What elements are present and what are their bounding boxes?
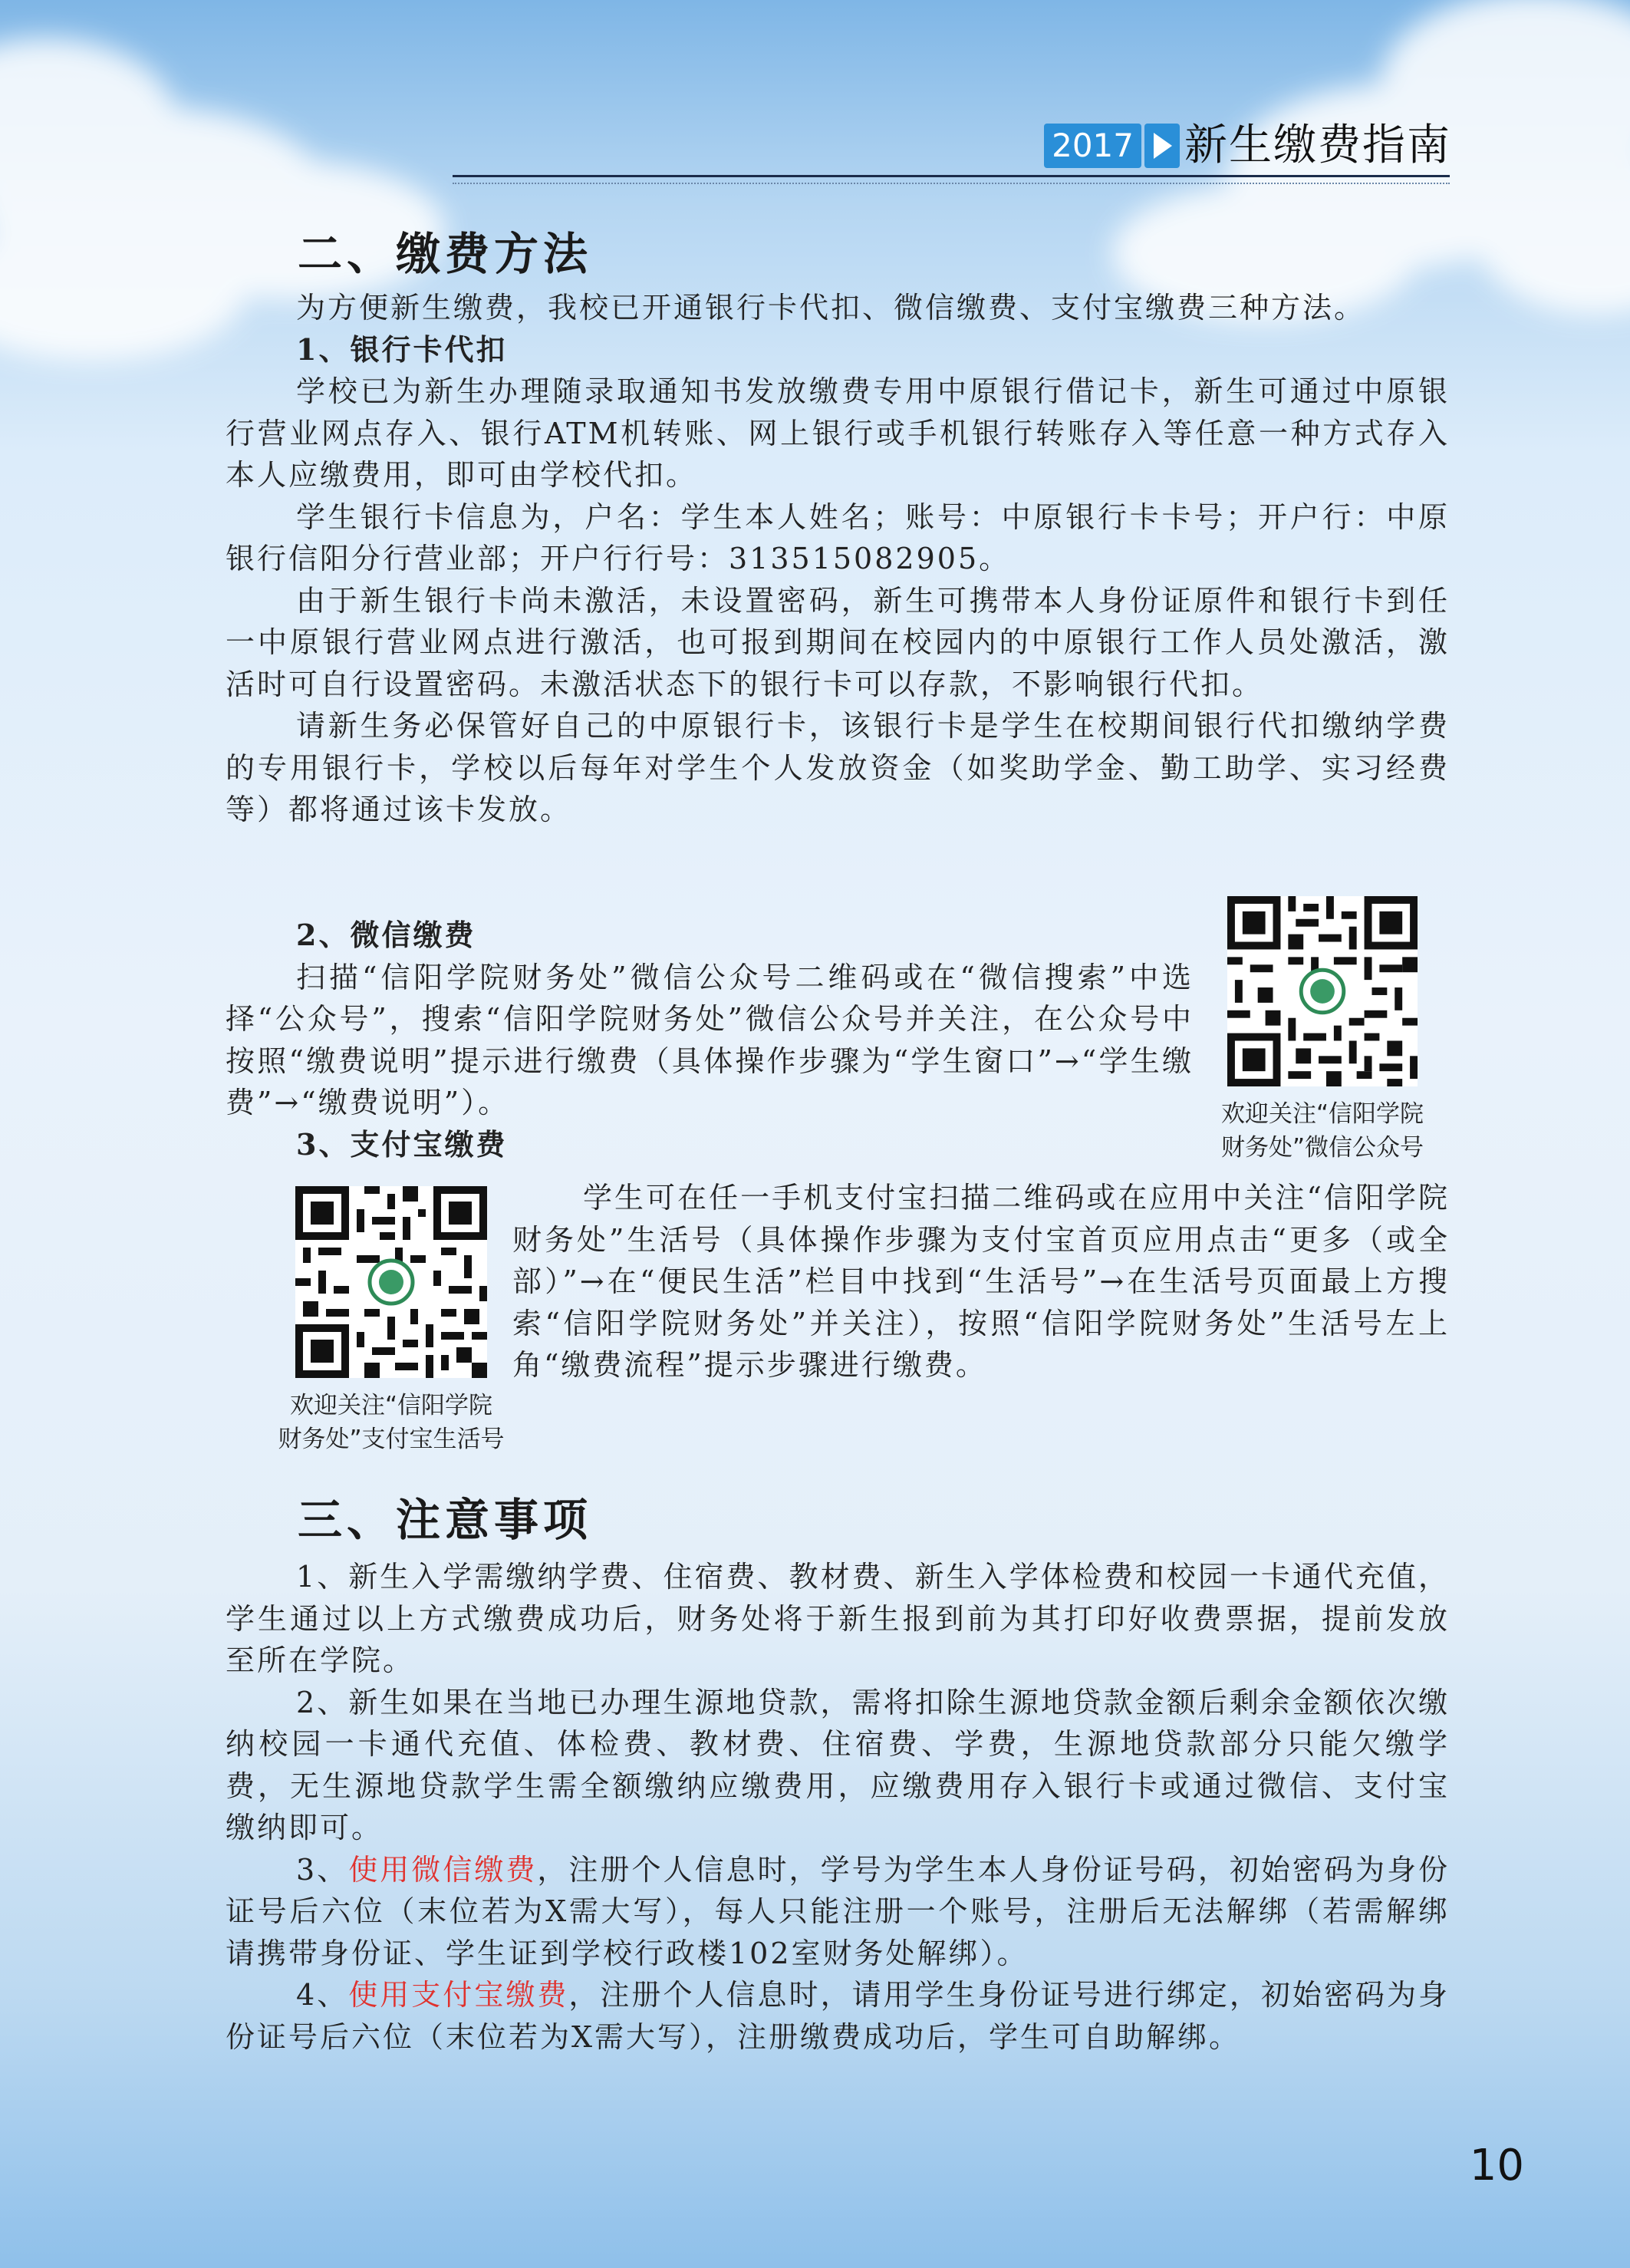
alipay-qr-caption-1: 欢迎关注“信阳学院 [289, 1392, 493, 1419]
wechat-qr-caption-2: 财务处”微信公众号 [1220, 1134, 1424, 1162]
bank-subtitle: 1、银行卡代扣 [296, 331, 508, 367]
wechat-qr-caption-1: 欢迎关注“信阳学院 [1220, 1100, 1424, 1128]
alipay-section [512, 1177, 1450, 1386]
wechat-qr-code[interactable] [1227, 896, 1418, 1086]
wechat-section [226, 915, 1194, 1165]
header-divider-dotted [453, 183, 1450, 184]
alipay-qr-caption-2: 财务处”支付宝生活号 [278, 1426, 505, 1453]
bank-paragraph-4: 请新生务必保管好自己的中原银行卡，该银行卡是学生在校期间银行代扣缴纳学费的专用银行卡，学校以后每年对学生个人发放资金（如奖助学金、勤工助学、实习经费等）都将通过该卡发放。 [226, 709, 1450, 826]
wechat-qr-block [1207, 896, 1437, 1165]
notice-4-text: ，注册个人信息时，请用学生身份证号进行绑定，初始密码为身份证号后六位（末位若为X需大写），注册缴费成功后，学生可自助解绑。 [226, 1978, 1450, 2054]
bank-paragraph-1: 学校已为新生办理随录取通知书发放缴费专用中原银行借记卡，新生可通过中原银行营业网点存入、银行ATM机转账、网上银行或手机银行转账存入等任意一种方式存入本人应缴费用，即可由学校代扣。 [226, 374, 1450, 492]
bank-paragraph-2: 学生银行卡信息为，户名：学生本人姓名；账号：中原银行卡卡号；开户行：中原银行信阳分行营业部；开户行行号：313515082905。 [226, 499, 1450, 575]
header-title: 新生缴费指南 [1184, 120, 1451, 170]
alipay-subtitle: 3、支付宝缴费 [296, 1126, 508, 1162]
section-2-body [226, 287, 1450, 831]
wechat-paragraph: 扫描“信阳学院财务处”微信公众号二维码或在“微信搜索”中选择“公众号”，搜索“信阳学院财务处”微信公众号并关注，在公众号中按照“缴费说明”提示进行缴费（具体操作步骤为“学生窗口”→“学生缴费”→“缴费说明”）。 [226, 960, 1194, 1119]
notice-3-text: ，注册个人信息时，学号为学生本人身份证号码，初始密码为身份证号后六位（末位若为X需大写），每人只能注册一个账号，注册后无法解绑（若需解绑请携带身份证、学生证到学校行政楼102室财务处解绑）。 [226, 1852, 1450, 1970]
page-header [1044, 120, 1451, 170]
notice-3 [226, 1849, 1450, 1975]
notice-1: 1、新生入学需缴纳学费、住宿费、教材费、新生入学体检费和校园一卡通代充值，学生通过以上方式缴费成功后，财务处将于新生报到前为其打印好收费票据，提前发放至所在学院。 [226, 1560, 1450, 1677]
year-badge: 2017 [1044, 124, 1141, 168]
bank-paragraph-3: 由于新生银行卡尚未激活，未设置密码，新生可携带本人身份证原件和银行卡到任一中原银行营业网点进行激活，也可报到期间在校园内的中原银行工作人员处激活，激活时可自行设置密码。未激活状态下的银行卡可以存款，不影响银行代扣。 [226, 583, 1450, 701]
section-3-title: 三、注意事项 [298, 1494, 593, 1546]
play-icon [1144, 124, 1180, 168]
page-number: 10 [1469, 2141, 1524, 2191]
header-divider [453, 175, 1450, 177]
section-2-title: 二、缴费方法 [298, 228, 593, 280]
alipay-qr-code[interactable] [295, 1186, 487, 1378]
notice-4-number: 4、 [296, 1978, 349, 2012]
notice-3-number: 3、 [296, 1852, 349, 1887]
section-3-body [226, 1556, 1450, 2058]
alipay-qr-block [261, 1186, 522, 1456]
alipay-paragraph: 学生可在任一手机支付宝扫描二维码或在应用中关注“信阳学院财务处”生活号（具体操作步骤为支付宝首页应用点击“更多（或全部）”→在“便民生活”栏目中找到“生活号”→在生活号页面最上方搜索“信阳学院财务处”并关注），按照“信阳学院财务处”生活号左上角“缴费流程”提示步骤进行缴费。 [512, 1181, 1450, 1382]
wechat-subtitle: 2、微信缴费 [296, 918, 476, 952]
intro-paragraph: 为方便新生缴费，我校已开通银行卡代扣、微信缴费、支付宝缴费三种方法。 [296, 291, 1366, 325]
notice-4-highlight: 使用支付宝缴费 [348, 1978, 569, 2012]
notice-2: 2、新生如果在当地已办理生源地贷款，需将扣除生源地贷款金额后剩余金额依次缴纳校园一卡通代充值、体检费、教材费、住宿费、学费，生源地贷款部分只能欠缴学费，无生源地贷款学生需全额缴纳应缴费用，应缴费用存入银行卡或通过微信、支付宝缴纳即可。 [226, 1685, 1450, 1844]
notice-4 [226, 1974, 1450, 2058]
notice-3-highlight: 使用微信缴费 [348, 1852, 538, 1887]
